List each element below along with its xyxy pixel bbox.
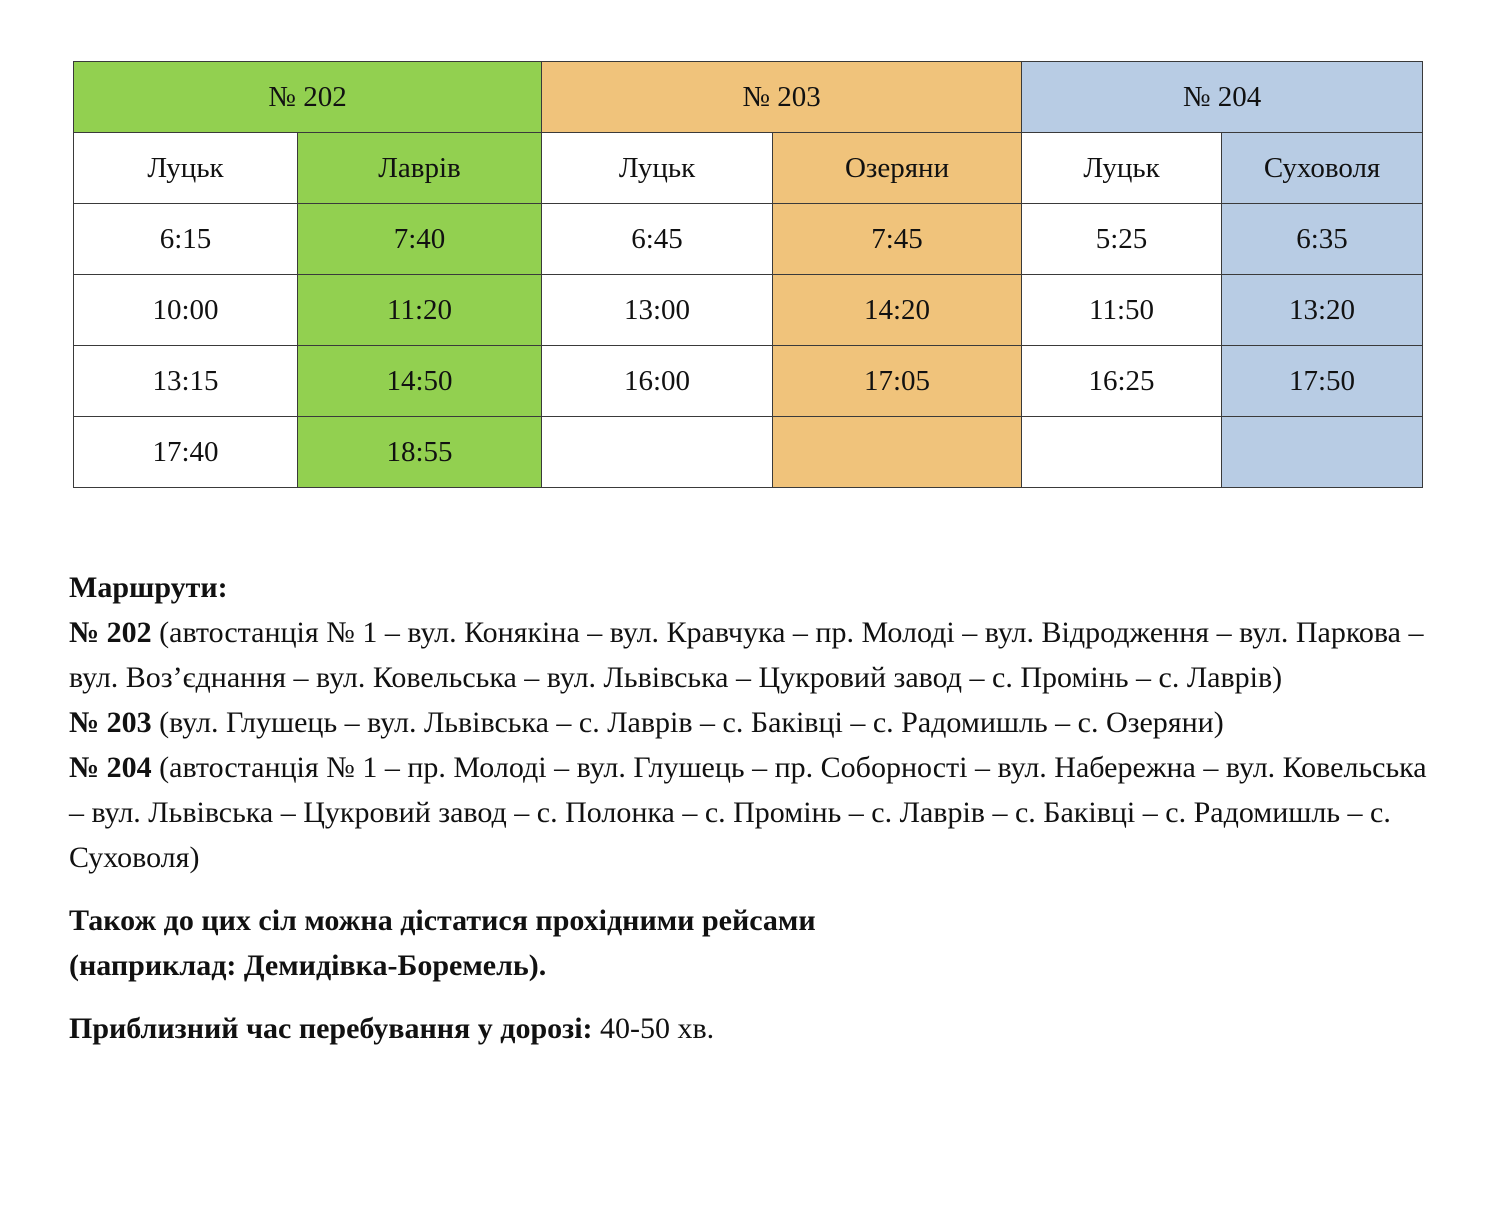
schedule-table — [73, 61, 1423, 488]
time-cell — [542, 417, 773, 488]
route-203-from: Луцьк — [542, 133, 773, 204]
route-203-header: № 203 — [542, 62, 1022, 133]
time-cell: 17:05 — [773, 346, 1022, 417]
route-202-header: № 202 — [74, 62, 542, 133]
time-cell: 18:55 — [298, 417, 542, 488]
time-cell: 13:15 — [74, 346, 298, 417]
time-cell: 17:40 — [74, 417, 298, 488]
time-cell: 16:25 — [1022, 346, 1222, 417]
time-cell: 6:45 — [542, 204, 773, 275]
stop-names-row — [74, 133, 1423, 204]
route-202-to: Лаврів — [298, 133, 542, 204]
time-cell: 6:15 — [74, 204, 298, 275]
routes-description — [69, 565, 1429, 1051]
routes-title: Маршрути: — [69, 571, 228, 604]
time-cell: 17:50 — [1222, 346, 1423, 417]
time-cell — [773, 417, 1022, 488]
time-cell — [1222, 417, 1423, 488]
time-cell: 16:00 — [542, 346, 773, 417]
table-row — [74, 417, 1423, 488]
route-path: (вул. Глушець – вул. Львівська – с. Лаврів – с. Баківці – с. Радомишль – с. Озеряни) — [151, 706, 1224, 739]
route-number-row — [74, 62, 1423, 133]
table-row — [74, 346, 1423, 417]
route-number: № 204 — [69, 751, 152, 784]
route-202-from: Луцьк — [74, 133, 298, 204]
route-number: № 203 — [69, 706, 152, 739]
table-row — [74, 275, 1423, 346]
route-204-from: Луцьк — [1022, 133, 1222, 204]
time-cell: 6:35 — [1222, 204, 1423, 275]
travel-time — [69, 1006, 1429, 1051]
time-cell: 7:40 — [298, 204, 542, 275]
route-204-description — [69, 745, 1429, 880]
time-cell: 11:50 — [1022, 275, 1222, 346]
time-cell: 7:45 — [773, 204, 1022, 275]
travel-time-label: Приблизний час перебування у дорозі: — [69, 1012, 593, 1045]
note-line-2: (наприклад: Демидівка-Боремель). — [69, 949, 547, 982]
time-cell: 14:20 — [773, 275, 1022, 346]
time-cell: 14:50 — [298, 346, 542, 417]
route-path: (автостанція № 1 – пр. Молоді – вул. Глушець – пр. Соборності – вул. Набережна – вул. Ковельська – вул. Львівська – Цукровий завод – с. Полонка – с. Промінь – с. Лаврів – с. Баківці – с. Радомишль – с. Суховоля) — [69, 751, 1427, 874]
note-line-1: Також до цих сіл можна дістатися прохідними рейсами — [69, 904, 816, 937]
time-cell — [1022, 417, 1222, 488]
route-202-description — [69, 610, 1429, 700]
route-204-to: Суховоля — [1222, 133, 1423, 204]
route-203-description — [69, 700, 1429, 745]
time-cell: 11:20 — [298, 275, 542, 346]
time-cell: 13:00 — [542, 275, 773, 346]
route-number: № 202 — [69, 616, 152, 649]
travel-time-value: 40-50 хв. — [592, 1012, 715, 1045]
route-path: (автостанція № 1 – вул. Конякіна – вул. Кравчука – пр. Молоді – вул. Відродження – вул. Паркова – вул. Воз’єднання – вул. Ковельська – вул. Львівська – Цукровий завод – с. Промінь – с. Лаврів) — [69, 616, 1424, 694]
time-cell: 5:25 — [1022, 204, 1222, 275]
time-cell: 10:00 — [74, 275, 298, 346]
route-204-header: № 204 — [1022, 62, 1423, 133]
route-203-to: Озеряни — [773, 133, 1022, 204]
table-row — [74, 204, 1423, 275]
time-cell: 13:20 — [1222, 275, 1423, 346]
